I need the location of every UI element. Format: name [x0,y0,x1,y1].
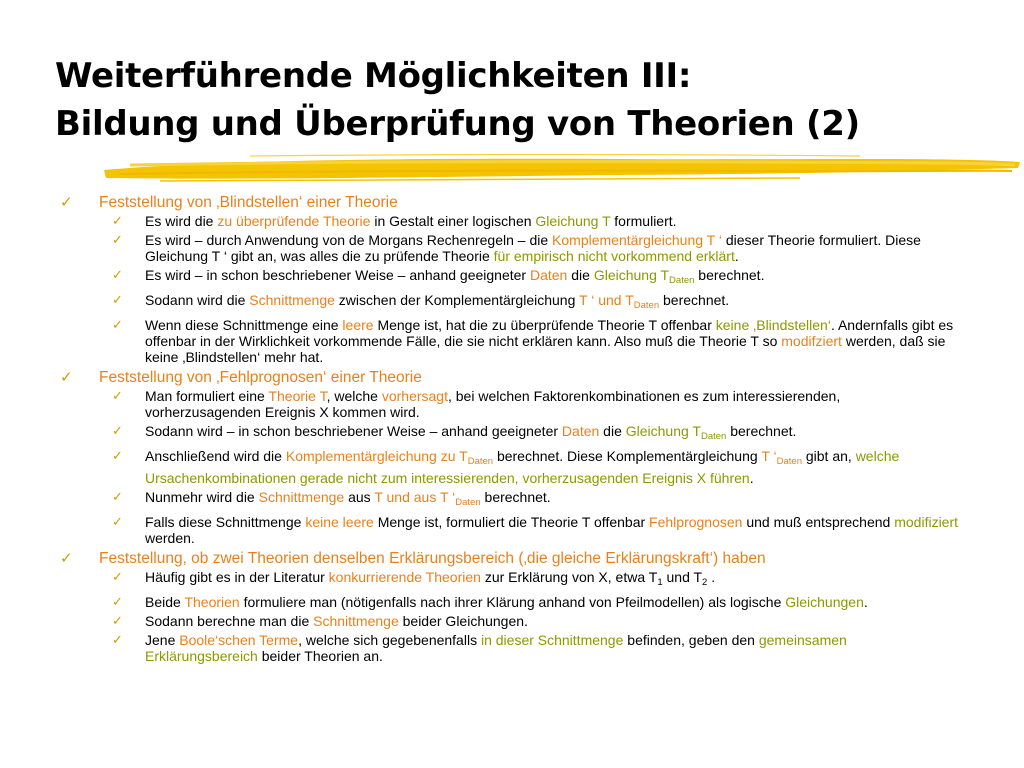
text-segment: werden. [145,530,195,546]
text-segment: . [863,594,868,610]
text-segment: berechnet. [480,489,551,505]
subscript-text: Daten [669,275,695,286]
checkmark-icon: ✓ [112,448,123,463]
text-segment: befinden, geben den [623,632,759,648]
text-segment: , bei welchen Faktorenkombinationen es zum interessierenden, vorherzusagenden Ereignis X kommen wird. [145,388,841,420]
text-segment: Schnittmenge [313,613,399,629]
text-segment: Beide [145,594,185,610]
text-segment: Boole‘schen Terme [179,632,299,648]
text-segment: Gleichung T [535,213,611,229]
section-heading [58,549,1018,568]
text-segment: Sodann berechne man die [145,613,314,629]
list-item [58,569,1018,591]
section-heading [58,193,1018,212]
text-segment: modifiziert [894,514,959,530]
text-segment: beider Gleichungen. [398,613,528,629]
text-segment: Menge ist, hat die zu überprüfende Theorie T offenbar [373,317,716,333]
text-segment: Es wird – in schon beschriebener Weise – anhand geeigneter [145,267,530,283]
text-segment: und muß entsprechend [742,514,895,530]
list-item [58,317,1018,365]
text-segment: Falls diese Schnittmenge [145,514,306,530]
text-segment: gemeinsamen Erklärungsbereich [145,632,847,664]
text-segment: , welche sich gegebenenfalls [298,632,481,648]
text-segment: Es wird die [145,213,218,229]
text-segment: formuliert. [610,213,677,229]
text-segment: Anschließend wird die [145,448,286,464]
text-segment: Komplementärgleichung T ‘ [552,232,722,248]
list-item [58,489,1018,511]
text-segment: Schnittmenge [258,489,345,505]
text-segment: Wenn diese Schnittmenge eine [145,317,343,333]
list-item [58,267,1018,289]
text-segment: die [599,423,626,439]
list-item [58,292,1018,314]
text-segment: , welche [326,388,382,404]
section-heading-text: Feststellung, ob zwei Theorien denselben Erklärungsbereich (‚die gleiche Erklärungskraft‘) haben [99,550,766,567]
subscript-text: 2 [702,577,708,588]
checkmark-icon: ✓ [112,292,123,307]
checkmark-icon: ✓ [112,632,123,647]
text-segment: berechnet. Diese Komplementärgleichung [493,448,762,464]
list-item [58,423,1018,445]
text-segment: berechnet. [659,292,730,308]
text-segment: welche Ursachenkombinationen gerade nicht zum interessierenden, vorherzusagenden Ereignis X führen [145,448,900,486]
text-segment: Es wird – durch Anwendung von de Morgans Rechenregeln – die [145,232,553,248]
subscript-text: Daten [455,497,481,508]
checkmark-icon: ✓ [112,317,123,332]
section-heading-text: Feststellung von ‚Blindstellen‘ einer Theorie [99,194,398,211]
section-heading-text: Feststellung von ‚Fehlprognosen‘ einer Theorie [99,369,422,386]
text-segment: . Andernfalls gibt es offenbar in der Wirklichkeit vorkommende Fälle, die sie nicht erklären kann. Also muß die Theorie T so [145,317,954,349]
text-segment: formuliere man (nötigenfalls nach ihrer Klärung anhand von Pfeilmodellen) als logische [239,594,786,610]
text-segment: Sodann wird – in schon beschriebener Weise – anhand geeigneter [145,423,562,439]
subscript-text: 1 [657,577,663,588]
text-segment: Nunmehr wird die [145,489,259,505]
checkmark-icon: ✓ [112,489,123,504]
text-segment: leere [342,317,374,333]
text-segment: Man formuliert eine [145,388,269,404]
text-segment: aus [344,489,375,505]
list-item [58,514,1018,546]
checkmark-icon: ✓ [112,423,123,438]
subscript-text: Daten [700,431,727,442]
list-item [58,448,1018,486]
text-segment: Daten [529,267,568,283]
text-segment: . [707,569,716,585]
text-segment: Menge ist, formuliert die Theorie T offenbar [373,514,650,530]
checkmark-icon: ✓ [112,569,123,584]
text-segment: Sodann wird die [145,292,250,308]
text-segment: Theorie T [268,388,327,404]
checkmark-icon: ✓ [112,594,123,609]
checkmark-icon: ✓ [112,267,123,282]
text-segment: T und aus T ‘ [374,489,456,505]
checkmark-icon: ✓ [60,550,73,567]
text-segment: T ‘ [761,448,777,464]
text-segment: Daten [561,423,600,439]
list-item [58,613,1018,629]
text-segment: . [734,248,739,264]
text-segment: in Gestalt einer logischen [370,213,536,229]
checkmark-icon: ✓ [60,194,73,211]
text-segment: gibt an, [801,448,856,464]
text-segment: berechnet. [694,267,765,283]
text-segment: vorhersagt [381,388,448,404]
text-segment: keine leere [305,514,374,530]
text-segment: Gleichung T [625,423,701,439]
list-item [58,388,1018,420]
text-segment: Komplementärgleichung zu T [285,448,468,464]
slide-title [55,52,1015,148]
text-segment: werden, daß sie keine ‚Blindstellen‘ mehr hat. [145,333,946,365]
text-segment: für empirisch nicht vorkommend erklärt [493,248,735,264]
text-segment: beider Theorien an. [257,648,383,664]
text-segment: Jene [145,632,180,648]
yellow-brush-stroke-divider [100,150,1024,186]
text-segment: keine ‚Blindstellen‘ [715,317,831,333]
checkmark-icon: ✓ [112,388,123,403]
text-segment: . [749,470,754,486]
text-segment: und T [662,569,703,585]
list-item [58,632,1018,664]
section-heading [58,368,1018,387]
text-segment: Fehlprognosen [649,514,743,530]
text-segment: konkurrierende Theorien [328,569,481,585]
subscript-text: Daten [633,300,660,311]
subscript-text: Daten [467,456,494,467]
text-segment: modifziert [781,333,842,349]
checkmark-icon: ✓ [112,232,123,247]
checkmark-icon: ✓ [112,514,123,529]
checkmark-icon: ✓ [112,213,123,228]
text-segment: Gleichungen [785,594,864,610]
subscript-text: Daten [776,456,802,467]
text-segment: zwischen der Komplementärgleichung [334,292,580,308]
text-segment: zu überprüfende Theorie [217,213,371,229]
text-segment: Theorien [184,594,240,610]
text-segment: die [567,267,594,283]
slide-title-line-1: Weiterführende Möglichkeiten III: [55,56,692,96]
list-item [58,232,1018,264]
text-segment: Häufig gibt es in der Literatur [145,569,329,585]
list-item [58,213,1018,229]
slide-title-line-2: Bildung und Überprüfung von Theorien (2) [55,104,860,144]
text-segment: dieser Theorie formuliert. Diese Gleichung T ‘ gibt an, was alles die zu prüfende Theorie [145,232,921,264]
checkmark-icon: ✓ [60,369,73,386]
bullet-content [58,193,1018,667]
list-item [58,594,1018,610]
text-segment: berechnet. [726,423,797,439]
text-segment: Schnittmenge [249,292,335,308]
text-segment: zur Erklärung von X, etwa T [480,569,658,585]
checkmark-icon: ✓ [112,613,123,628]
text-segment: in dieser Schnittmenge [480,632,624,648]
text-segment: T ‘ und T [579,292,634,308]
text-segment: Gleichung T [593,267,670,283]
